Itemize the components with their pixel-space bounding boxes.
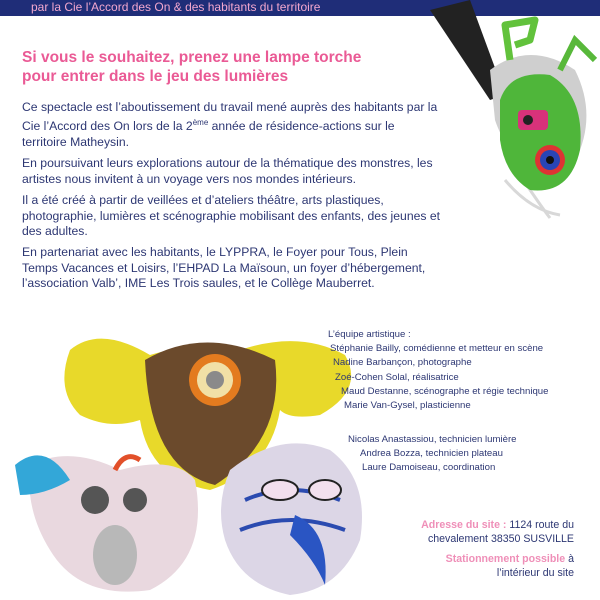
team-member: Nicolas Anastassiou, technicien lumière: [348, 434, 517, 445]
paragraph-intro-end: année de résidence-actions sur le territoire Matheysin.: [22, 119, 395, 149]
address-line-2: chevalement 38350 SUSVILLE: [427, 533, 574, 545]
parking-line-1: à: [565, 553, 574, 565]
header-band-text: par la Cie l’Accord des On & des habitants du territoire: [31, 0, 321, 14]
paragraph-partners: En partenariat avec les habitants, le LYPPRA, le Foyer pour Tous, Plein Temps Vacances et Loisirs, l’EHPAD La Maïsoun, un foyer d’hébergement, l’association Valb’, IME Les Trois saules, et le Collège Mauberret.: [22, 245, 426, 291]
description: [22, 100, 442, 298]
paragraph-themes: En poursuivant leurs explorations autour de la thématique des monstres, les artistes nous invitent à un voyage vers nos mondes intérieurs.: [22, 156, 433, 186]
parking-line-2: l’intérieur du site: [496, 567, 574, 579]
venue-address: [354, 518, 574, 586]
artistic-team: [328, 328, 548, 413]
team-member: Zoé-Cohen Solal, réalisatrice: [335, 371, 459, 383]
team-member: Nadine Barbançon, photographe: [333, 357, 472, 369]
headline-line-1: Si vous le souhaitez, prenez une lampe torche: [22, 49, 362, 66]
technical-team: [348, 433, 517, 476]
parking-label: Stationnement possible: [445, 553, 566, 565]
address-label: Adresse du site :: [421, 519, 507, 531]
team-member: Laure Damoiseau, coordination: [362, 462, 496, 474]
paragraph-intro-sup: ème: [192, 118, 209, 128]
paragraph-intro-start: Ce spectacle est l’aboutissement du travail mené auprès des habitants par la Cie l’Accord des On lors de la 2: [22, 100, 438, 134]
team-member: Stéphanie Bailly, comédienne et metteur en scène: [330, 343, 544, 355]
address-paragraph: [354, 518, 574, 546]
paragraph-intro: [22, 100, 442, 150]
team-member: Maud Destanne, scénographe et régie technique: [341, 385, 549, 397]
team-member: Andrea Bozza, technicien plateau: [360, 448, 503, 460]
parking-paragraph: [354, 552, 574, 580]
headline: [22, 48, 362, 86]
address-line-1: 1124 route du: [506, 519, 574, 531]
team-member: Marie Van-Gysel, plasticienne: [344, 400, 471, 412]
paragraph-workshops: Il a été créé à partir de veillées et d’ateliers théâtre, arts plastiques, photographie, lumières et scénographie mobilisant des enfants, des jeunes et des adultes.: [22, 193, 441, 238]
headline-line-2: pour entrer dans le jeu des lumières: [22, 68, 289, 85]
team-heading: L’équipe artistique :: [328, 329, 411, 340]
